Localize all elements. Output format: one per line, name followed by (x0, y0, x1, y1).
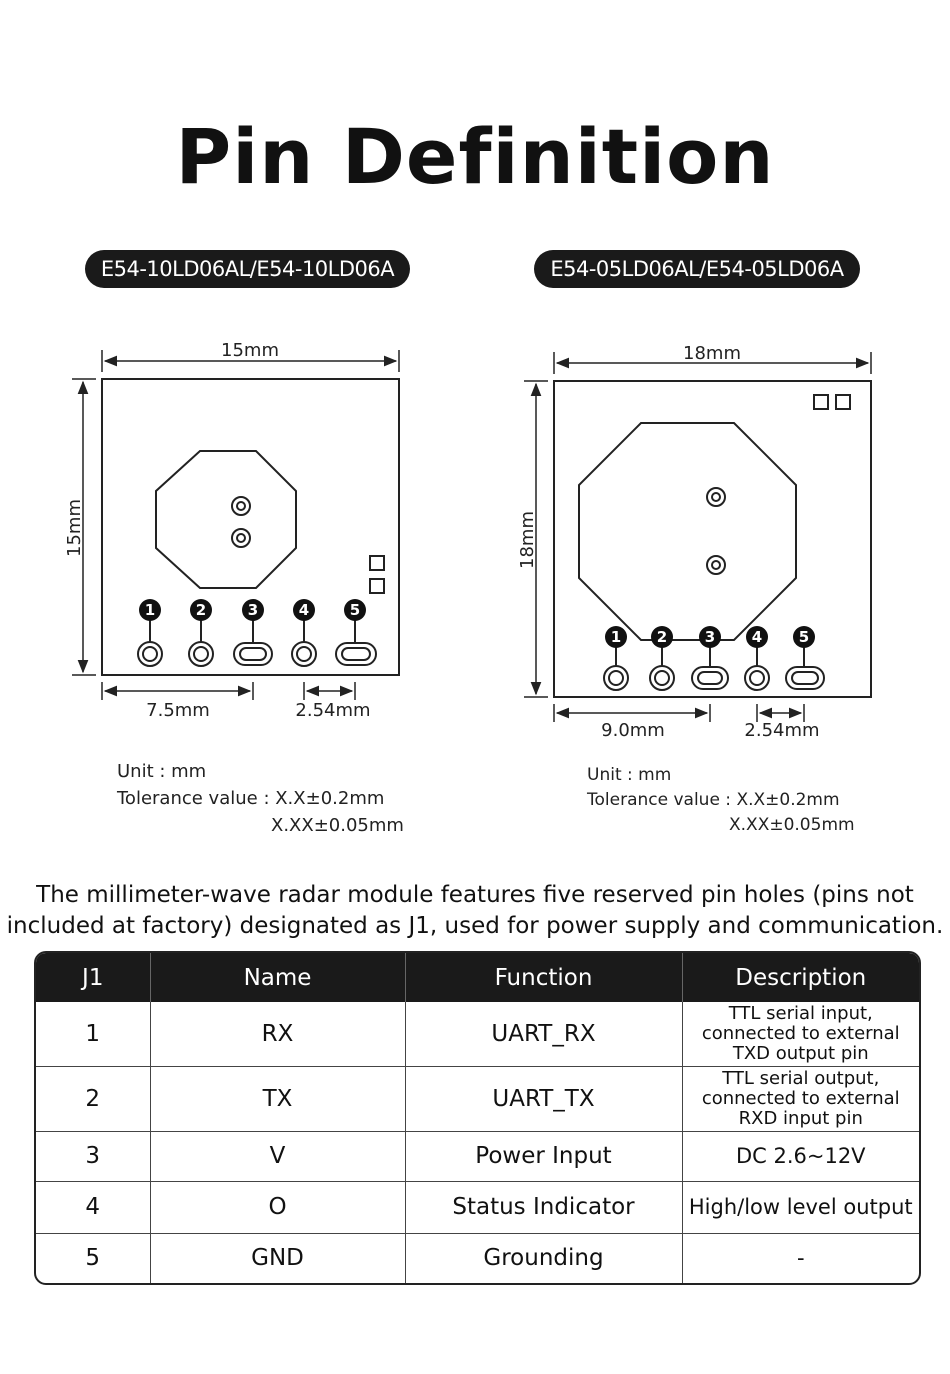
module-left-pin-hole-4 (292, 642, 316, 666)
module-right-pin-number-1: 1 (610, 628, 622, 646)
intro-line-2: included at factory) designated as J1, used for power supply and communication. (6, 913, 944, 939)
header-description: Description (682, 953, 919, 1002)
header-function: Function (405, 953, 682, 1002)
module-right-offset-label: 9.0mm (601, 720, 665, 741)
module-right-tolerance-note: Tolerance value : X.X±0.2mm (587, 790, 840, 810)
module-right-pin-hole-2 (650, 666, 674, 690)
module-left-pin-number-3: 3 (247, 601, 259, 619)
cell-description: - (682, 1233, 919, 1283)
cell-name: TX (150, 1066, 405, 1131)
module-left-via-2 (232, 529, 250, 547)
cell-j1: 3 (36, 1131, 150, 1181)
model-label-left: E54-10LD06AL/E54-10LD06A (85, 250, 410, 288)
intro-paragraph (0, 880, 950, 942)
module-left-pin-number-2: 2 (195, 601, 207, 619)
table-header-row (36, 953, 919, 1002)
table-row (36, 1233, 919, 1283)
module-left-pad-2 (370, 579, 384, 593)
cell-j1: 1 (36, 1002, 150, 1066)
table-row (36, 1131, 919, 1181)
cell-name: V (150, 1131, 405, 1181)
module-left-pin-number-5: 5 (349, 601, 361, 619)
module-right-pin-hole-5 (786, 667, 824, 689)
module-right-via-1 (707, 488, 725, 506)
module-right-pad-1 (814, 395, 828, 409)
module-right-pin-number-5: 5 (798, 628, 810, 646)
module-left-tolerance-note: Tolerance value : X.X±0.2mm (117, 788, 385, 809)
module-left-offset-label: 7.5mm (146, 700, 210, 721)
module-right-pin-number-4: 4 (751, 628, 763, 646)
module-left-pin-hole-3 (234, 643, 272, 665)
table-row (36, 1066, 919, 1131)
module-left-diagram (72, 350, 399, 700)
module-left-tolerance-note-2: X.XX±0.05mm (271, 815, 404, 836)
cell-name: GND (150, 1233, 405, 1283)
cell-function: Status Indicator (405, 1181, 682, 1233)
intro-line-1: The millimeter-wave radar module features five reserved pin holes (pins not (36, 882, 914, 908)
model-label-right: E54-05LD06AL/E54-05LD06A (534, 250, 860, 288)
module-right-pin-hole-4 (745, 666, 769, 690)
module-right-via-2 (707, 556, 725, 574)
module-right-diagram (524, 352, 871, 722)
cell-name: O (150, 1181, 405, 1233)
module-left-via-1 (232, 497, 250, 515)
header-name: Name (150, 953, 405, 1002)
module-left-antenna (156, 451, 296, 588)
cell-description: DC 2.6~12V (682, 1131, 919, 1181)
table-row (36, 1181, 919, 1233)
module-right-pitch-label: 2.54mm (744, 720, 820, 741)
module-right-pin-number-3: 3 (704, 628, 716, 646)
module-left-pin-number-1: 1 (144, 601, 156, 619)
module-left-width-label: 15mm (221, 340, 279, 361)
table-row (36, 1002, 919, 1066)
module-right-tolerance-note-2: X.XX±0.05mm (729, 815, 855, 835)
module-right-pin-number-2: 2 (656, 628, 668, 646)
cell-function: Grounding (405, 1233, 682, 1283)
module-left-pin-hole-2 (189, 642, 213, 666)
module-left-pad-1 (370, 556, 384, 570)
module-left-pin-hole-1 (138, 642, 162, 666)
cell-description: TTL serial input, connected to external TXD output pin (701, 1002, 900, 1064)
cell-name: RX (150, 1002, 405, 1066)
cell-function: Power Input (405, 1131, 682, 1181)
cell-description: TTL serial output, connected to external RXD input pin (682, 1066, 919, 1131)
cell-function: UART_RX (405, 1002, 682, 1066)
module-left-height-label: 15mm (64, 499, 85, 557)
page-title: Pin Definition (175, 112, 775, 201)
module-right-width-label: 18mm (683, 343, 741, 364)
cell-j1: 5 (36, 1233, 150, 1283)
module-right-outline (554, 381, 871, 697)
module-right-pin-hole-1 (604, 666, 628, 690)
module-left-pitch-label: 2.54mm (295, 700, 371, 721)
module-right-antenna (579, 423, 796, 640)
module-left-pin-number-4: 4 (298, 601, 310, 619)
cell-description: High/low level output (682, 1181, 919, 1233)
cell-j1: 4 (36, 1181, 150, 1233)
module-left-unit-note: Unit : mm (117, 761, 207, 782)
module-right-unit-note: Unit : mm (587, 765, 672, 785)
pin-table (34, 951, 921, 1285)
cell-function: UART_TX (405, 1066, 682, 1131)
header-j1: J1 (36, 953, 150, 1002)
module-left-pin-hole-5 (336, 643, 376, 665)
module-right-pin-hole-3 (692, 667, 728, 689)
module-right-height-label: 18mm (517, 511, 538, 569)
module-right-pad-2 (836, 395, 850, 409)
cell-j1: 2 (36, 1066, 150, 1131)
